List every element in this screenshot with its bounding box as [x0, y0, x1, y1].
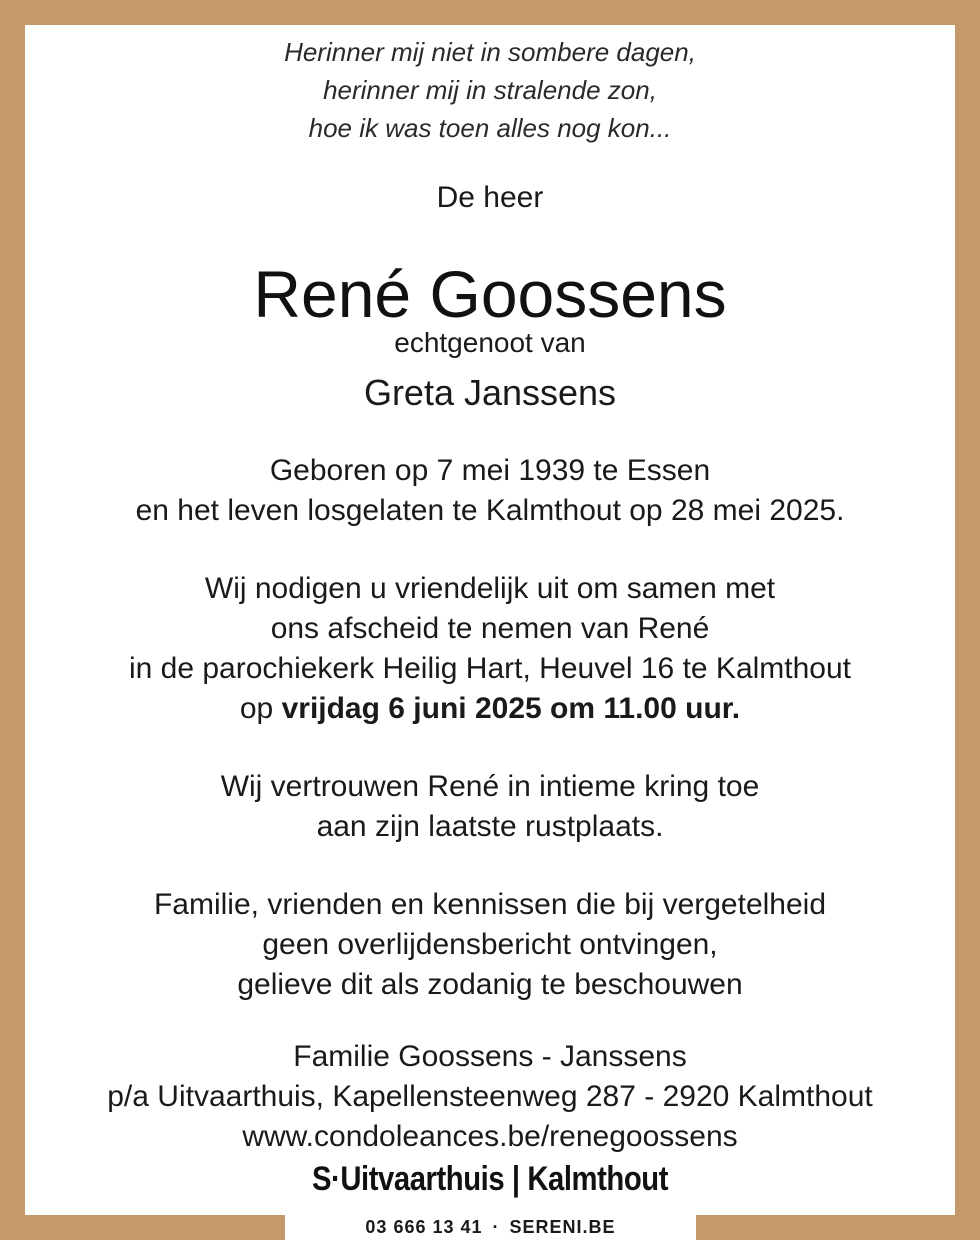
spouse-name: Greta Janssens: [363, 372, 617, 413]
title-prefix: De heer: [436, 181, 544, 214]
invitation-line: ons afscheid te nemen van René: [270, 612, 710, 645]
rest-line: aan zijn laatste rustplaats.: [316, 810, 664, 843]
funeral-invitation: [25, 569, 955, 729]
poem-line: hoe ik was toen alles nog kon...: [308, 113, 672, 143]
footer-phone: 03 666 13 41: [365, 1217, 483, 1237]
family-signature: Familie Goossens - Janssens: [293, 1040, 687, 1073]
birth-death-info: [25, 451, 955, 531]
invitation-line: in de parochiekerk Heilig Hart, Heuvel 16 te Kalmthout: [128, 652, 852, 685]
notice-line: gelieve dit als zodanig te beschouwen: [237, 968, 743, 1001]
poem: [25, 33, 955, 147]
family-notice: [25, 885, 955, 1005]
birth-line: Geboren op 7 mei 1939 te Essen: [269, 454, 711, 487]
notice-line: geen overlijdensbericht ontvingen,: [262, 928, 718, 961]
signature-block: [25, 1037, 955, 1157]
resting-place-notice: [25, 767, 955, 847]
deceased-name: René Goossens: [253, 257, 727, 331]
rest-line: Wij vertrouwen René in intieme kring toe: [220, 770, 760, 803]
death-line: en het leven losgelaten te Kalmthout op 28 mei 2025.: [135, 494, 845, 527]
contact-address: p/a Uitvaarthuis, Kapellensteenweg 287 - 2920 Kalmthout: [107, 1080, 873, 1113]
footer-site-link[interactable]: SERENI.BE: [509, 1217, 616, 1237]
obituary-card: [25, 25, 955, 1215]
footer-separator: ·: [492, 1217, 500, 1237]
obituary-content: [25, 25, 955, 1199]
invitation-datetime: [25, 689, 955, 729]
datetime-prefix: op: [239, 692, 282, 725]
poem-line: herinner mij in stralende zon,: [323, 75, 657, 105]
poem-line: Herinner mij niet in sombere dagen,: [284, 37, 696, 67]
notice-line: Familie, vrienden en kennissen die bij vergetelheid: [153, 888, 827, 921]
datetime-value: vrijdag 6 juni 2025 om 11.00 uur.: [281, 692, 741, 725]
invitation-line: Wij nodigen u vriendelijk uit om samen met: [204, 572, 776, 605]
condolence-website-link[interactable]: www.condoleances.be/renegoossens: [242, 1120, 738, 1153]
footer-bar: [285, 1215, 696, 1240]
funeral-home-logo: S·Uitvaarthuis | Kalmthout: [311, 1160, 669, 1198]
spouse-label: echtgenoot van: [394, 327, 586, 358]
